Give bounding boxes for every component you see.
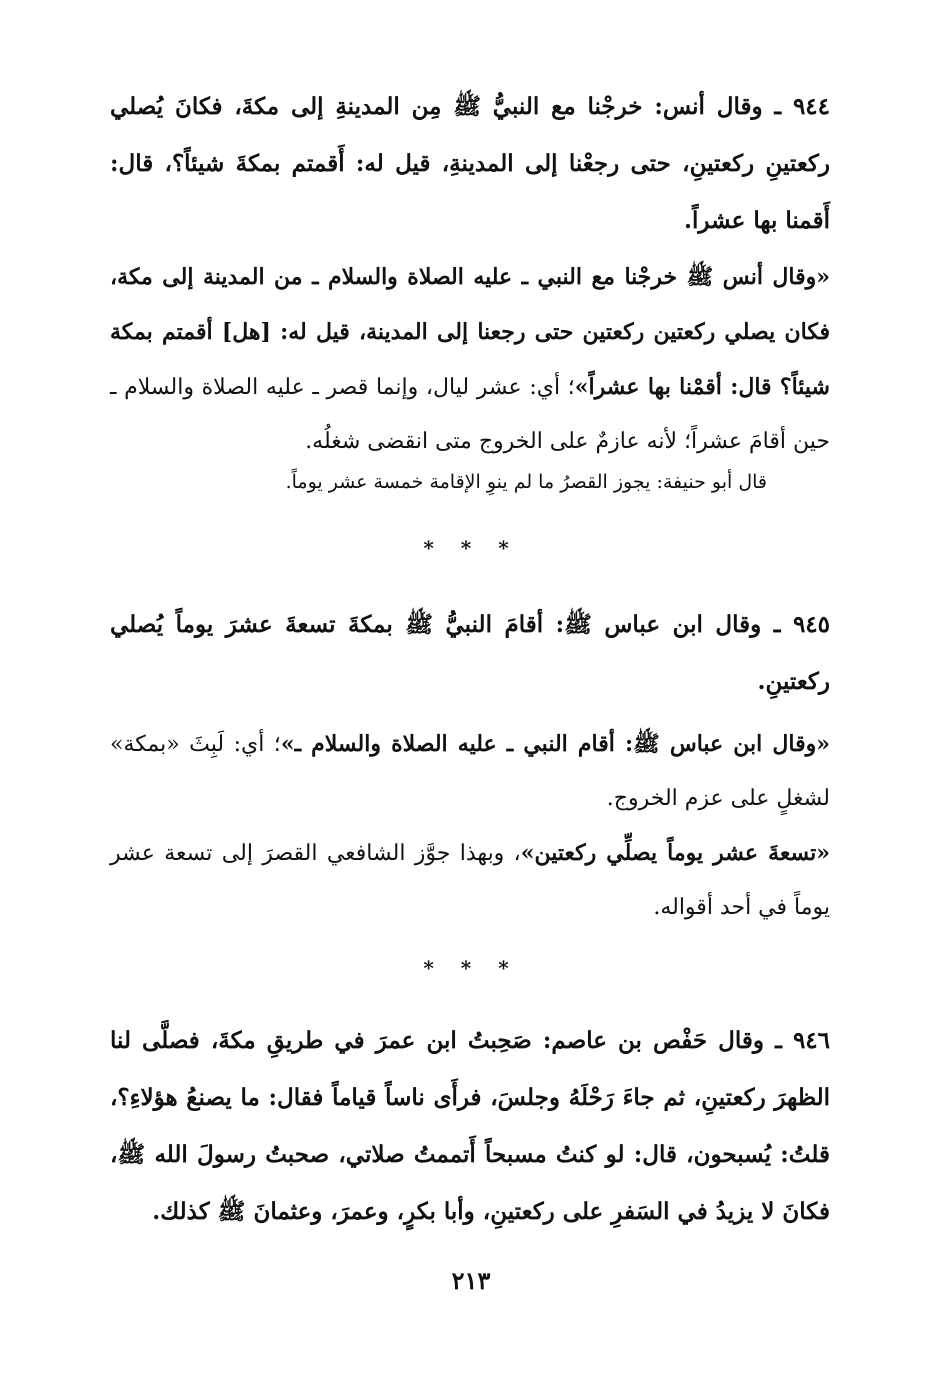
section-separator-1: * * * [423,536,519,560]
commentary-945-a-explanation: ؛ أي: لَبِثَ «بمكة» لشغلٍ على عزم الخروج. [110,732,830,811]
commentary-944 [110,250,830,469]
page-number: ٢١٣ [451,1266,491,1295]
commentary-945-b-explanation: ، وبهذا جوَّز الشافعي القصرَ إلى تسعة عشر يوماً في أحد أقواله. [110,841,830,920]
hadith-946: ٩٤٦ ـ وقال حَفْص بن عاصم: صَحِبتُ ابن عمرَ في طريقِ مكةَ، فصلَّى لنا الظهرَ ركعتينِ، ثم جاءَ رَحْلَهُ وجلسَ، فرأَى ناساً قياماً فقال: ما يصنعُ هؤلاءِ؟، قلتُ: يُسبحون، قال: لو كنتُ مسبحاً أَتممتُ صلاتي، صحبتُ رسولَ الله ﷺ، فكانَ لا يزيدُ في السَفرِ على ركعتينِ، وأبا بكرٍ، وعمرَ، وعثمانَ ﷺ كذلك. [110,1027,830,1225]
commentary-945-a-quote: «وقال ابن عباس ﷺ: أقام النبي ـ عليه الصلاة والسلام ـ» [280,731,830,757]
commentary-945-a [110,717,830,826]
commentary-945-b-quote: «تسعةَ عشر يوماً يصلِّي ركعتين» [520,840,830,866]
hadith-944: ٩٤٤ ـ وقال أنس: خرجْنا مع النبيُّ ﷺ مِن المدينةِ إلى مكةَ، فكانَ يُصلي ركعتينِ ركعتينِ، حتى رجعْنا إلى المدينةِ، قيل له: أَقمتم بمكةَ شيئاً؟، قال: أَقمنا بها عشراً. [110,93,830,234]
note-abu-hanifa: قال أبو حنيفة: يجوز القصرُ ما لم ينوِ الإقامة خمسة عشر يوماً. [285,471,767,493]
hadith-945: ٩٤٥ ـ وقال ابن عباس ﷺ: أقامَ النبيُّ ﷺ بمكةَ تسعةَ عشرَ يوماً يُصلي ركعتينِ. [110,611,830,695]
section-separator-2: * * * [423,956,519,980]
commentary-944-explanation: ؛ أي: عشر ليال، وإنما قصر ـ عليه الصلاة والسلام ـ حين أقامَ عشراً؛ لأنه عازمٌ على الخروج متى انقضى شغلُه. [110,375,830,454]
commentary-944-quote: «وقال أنس ﷺ خرجْنا مع النبي ـ عليه الصلاة والسلام ـ من المدينة إلى مكة، فكان يصلي ركعتين ركعتين حتى رجعنا إلى المدينة، قيل له: [هل] أقمتم بمكة شيئاً؟ قال: أقمْنا بها عشراً» [110,264,830,400]
commentary-945-b [110,826,830,935]
